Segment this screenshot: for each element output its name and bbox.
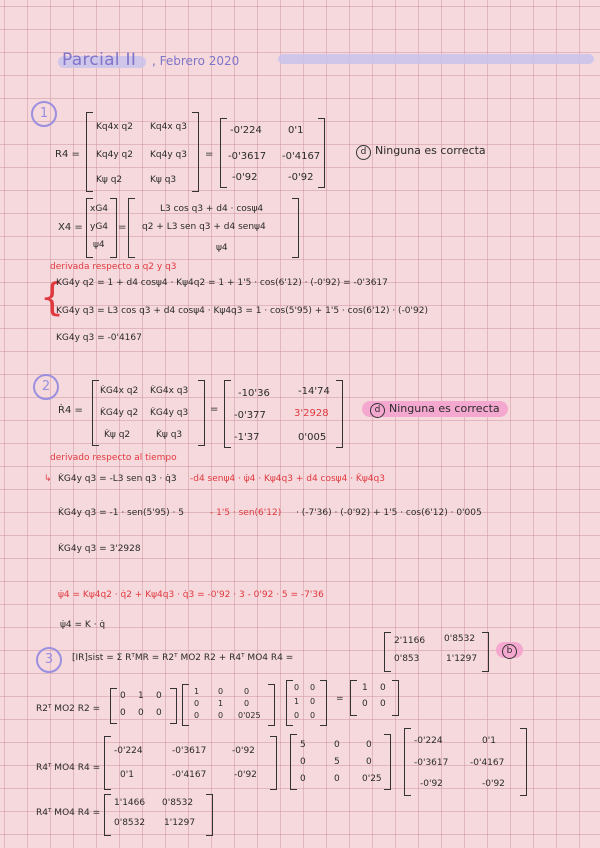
q1-jac-val-cell: -0'3617 (228, 151, 267, 162)
q1-line-2: KG4y q3 = L3 cos q3 + d4 cosψ4 · Kψ4q3 = 1 · cos(5'95) + 1'5 · cos(6'12) · (-0'92) (56, 306, 428, 316)
page-subtitle: , Febrero 2020 (152, 54, 240, 68)
q3-r2res-cell: 0 (380, 683, 386, 693)
q3-r4c-cell: 0'1 (482, 736, 496, 746)
q2-jac-sym-cell: K̇G4x q2 (100, 386, 139, 396)
q2-r4-label: Ṙ4 = (58, 405, 83, 416)
q2-jac-val-cell: -0'377 (234, 410, 266, 421)
q3-r4b-cell: 0'25 (362, 774, 382, 784)
q3-r4a-cell: 0'1 (120, 770, 134, 780)
q2-jac-bracket-right (198, 380, 205, 446)
q1-line-1: KG4y q2 = 1 + d4 cosψ4 · Kψ4q2 = 1 + 1'5 · cos(6'12) · (-0'92) = -0'3617 (56, 278, 388, 288)
q1-x4-bracket-right (110, 198, 117, 258)
q2-val-bracket-right (336, 380, 343, 448)
q1-jac-val-cell: -0'4167 (282, 151, 321, 162)
q3-r4a-cell: -0'4167 (172, 770, 207, 780)
q3-r4b-bracket-right (384, 734, 391, 790)
q1-x4-rhs-bracket-right (292, 198, 299, 258)
q1-jac-sym-cell: Kq4y q2 (96, 150, 133, 160)
q3-r2res-cell: 0 (362, 699, 368, 709)
q1-x4-cell: ψ4 (93, 240, 105, 250)
q3-r2c-cell: 0 (294, 683, 300, 692)
q2-jac-sym-cell: K̇ψ q3 (156, 430, 183, 440)
question-1-number: 1 (31, 101, 57, 127)
q3-result-cell: 0'8532 (444, 634, 476, 644)
q1-x4-cell: yG4 (90, 222, 109, 232)
q1-jac-sym-cell: Kψ q2 (96, 175, 123, 185)
q2-jac-sym-cell: K̇ψ q2 (104, 430, 131, 440)
q1-x4-equals: = (118, 222, 127, 233)
q3-r4a-bracket-right (270, 736, 277, 790)
q3-final-cell: 1'1297 (164, 818, 196, 828)
q3-r2c-cell: 0 (294, 711, 300, 720)
q3-r2c-cell: 0 (310, 683, 316, 692)
question-2-number: 2 (33, 374, 59, 400)
q2-line-5: ψ̇4 = K · q̇ (60, 620, 106, 630)
q1-jac-bracket-right (192, 112, 199, 192)
q1-note: derivada respecto a q2 y q3 (50, 262, 177, 272)
q3-result-cell: 0'853 (394, 654, 420, 664)
q1-r4-label: R4 = (55, 149, 80, 160)
q1-x4-rhs: ψ4 (216, 243, 228, 253)
q1-jac-bracket-left (86, 112, 93, 192)
q2-note: derivado respecto al tiempo (50, 453, 177, 463)
q3-r4b-cell: 0 (334, 740, 340, 750)
q3-r2-equals: = (336, 694, 344, 704)
q3-r4b-cell: 0 (366, 757, 372, 767)
q3-r4b-cell: 0 (334, 774, 340, 784)
q3-r4a-bracket-left (104, 736, 111, 790)
q3-r2c-bracket-left (286, 680, 293, 726)
q2-equals: = (210, 404, 219, 415)
q3-result-cell: 2'1166 (394, 636, 426, 646)
q1-jac-sym-cell: Kq4x q3 (150, 122, 187, 132)
q3-r2b-cell: 0 (218, 687, 224, 696)
q1-jac-val-cell: -0'92 (232, 172, 258, 183)
q3-final-cell: 1'1466 (114, 798, 146, 808)
q3-r2b-bracket-left (182, 684, 189, 726)
q1-jac-sym-cell: Kψ q3 (150, 175, 177, 185)
q3-r2a-bracket-left (110, 688, 117, 724)
q3-r4a-cell: -0'3617 (172, 746, 207, 756)
q2-jac-val-cell: 0'005 (298, 432, 327, 443)
q3-r4c-bracket-right (520, 728, 527, 796)
q3-result-bracket-right (482, 632, 489, 672)
q3-final-bracket-right (206, 794, 213, 836)
q2-jac-val-cell: -10'36 (238, 388, 270, 399)
q2-jac-val-cell: -14'74 (298, 386, 330, 397)
q2-line-2b: - 1'5 · sen(6'12) (210, 508, 282, 518)
q3-r2a-cell: 0 (156, 691, 162, 701)
q2-jac-sym-cell: K̇G4x q3 (150, 386, 189, 396)
q3-r4a-cell: -0'224 (114, 746, 143, 756)
q3-r4b-cell: 0 (300, 774, 306, 784)
q3-r2-label: R2ᵀ MO2 R2 = (36, 704, 101, 714)
q3-r2res-cell: 1 (362, 683, 368, 693)
q3-r2b-cell: 0'025 (238, 711, 261, 720)
q3-result-cell: 1'1297 (446, 654, 478, 664)
q2-line-4: ψ̇4 = Kψ4q2 · q̇2 + Kψ4q3 · q̇3 = -0'92 · 3 - 0'92 · 5 = -7'36 (58, 590, 324, 600)
q3-r2c-cell: 0 (310, 697, 316, 706)
q2-jac-val-cell-highlighted: 3'2928 (294, 408, 329, 419)
q3-r4a-cell: -0'92 (232, 746, 255, 756)
q3-r2b-cell: 0 (194, 699, 200, 708)
q1-line-3: KG4y q3 = -0'4167 (56, 333, 142, 343)
q3-answer (496, 642, 523, 658)
q1-answer (356, 144, 486, 160)
q3-r2a-bracket-right (170, 688, 177, 724)
q1-jac-val-cell: 0'1 (288, 125, 304, 136)
q3-r4-label: R4ᵀ MO4 R4 = (36, 763, 101, 773)
q2-line-1b: -d4 senψ4 · ψ̇4 · Kψ4q3 + d4 cosψ4 · K̇ψ4q3 (190, 474, 385, 484)
q3-final-cell: 0'8532 (114, 818, 146, 828)
q2-answer (362, 401, 508, 417)
question-3-number: 3 (36, 647, 62, 673)
q1-x4-label: X4 = (58, 222, 83, 233)
page-title: Parcial II (62, 50, 137, 70)
q3-final-label: R4ᵀ MO4 R4 = (36, 808, 101, 818)
q1-x4-rhs-bracket-left (128, 198, 135, 258)
q3-r4c-cell: -0'92 (482, 779, 505, 789)
q1-jac-sym-cell: Kq4x q2 (96, 122, 133, 132)
q3-r2c-bracket-right (320, 680, 327, 726)
q1-x4-rhs: q2 + L3 sen q3 + d4 senψ4 (142, 222, 266, 232)
q3-r2a-cell: 0 (120, 708, 126, 718)
q2-arrow: ↳ (44, 474, 52, 484)
q3-r2res-cell: 0 (380, 699, 386, 709)
q3-final-bracket-left (104, 794, 111, 836)
q3-r2c-cell: 1 (294, 697, 300, 706)
q1-jac-val-cell: -0'92 (288, 172, 314, 183)
q3-r4c-cell: -0'224 (414, 736, 443, 746)
q2-jac-bracket-left (92, 380, 99, 446)
q3-main-eq: [IR]sist = Σ RᵀMR = R2ᵀ MO2 R2 + R4ᵀ MO4 R4 = (72, 653, 294, 663)
q3-r2a-cell: 1 (138, 691, 144, 701)
q3-r4c-cell: -0'4167 (470, 758, 505, 768)
q3-r4a-cell: -0'92 (234, 770, 257, 780)
q3-r2a-cell: 0 (138, 708, 144, 718)
subtitle-highlight (278, 54, 594, 64)
q3-r4b-cell: 5 (300, 740, 306, 750)
q3-r2b-cell: 0 (218, 711, 224, 720)
q3-r2b-cell: 1 (194, 687, 200, 696)
q3-r4c-bracket-left (404, 728, 411, 796)
q3-r2b-cell: 0 (194, 711, 200, 720)
q3-r4b-cell: 5 (334, 757, 340, 767)
q3-r4c-cell: -0'3617 (414, 758, 449, 768)
q1-answer-text: Ninguna es correcta (375, 144, 486, 157)
q3-final-cell: 0'8532 (162, 798, 194, 808)
q1-jac-val-cell: -0'224 (230, 125, 262, 136)
q1-val-bracket-left (220, 118, 227, 188)
q3-r4b-cell: 0 (366, 740, 372, 750)
q2-line-3: K̇G4y q3 = 3'2928 (58, 544, 141, 554)
q3-r4c-cell: -0'92 (420, 779, 443, 789)
q1-jac-sym-cell: Kq4y q3 (150, 150, 187, 160)
q3-result-bracket-left (384, 632, 391, 672)
q3-r2c-cell: 0 (310, 711, 316, 720)
q2-val-bracket-left (224, 380, 231, 448)
q1-x4-cell: xG4 (90, 204, 109, 214)
q3-r2b-cell: 1 (218, 699, 224, 708)
q2-jac-sym-cell: K̇G4y q3 (150, 408, 189, 418)
q3-r2res-bracket-right (392, 680, 399, 716)
q3-r4b-cell: 0 (300, 757, 306, 767)
q2-line-2a: K̇G4y q3 = -1 · sen(5'95) · 5 (58, 508, 184, 518)
q2-answer-letter: d (370, 403, 385, 418)
q2-answer-text: Ninguna es correcta (389, 402, 500, 415)
q2-line-1a: K̇G4y q3 = -L3 sen q3 · q̇3 (58, 474, 177, 484)
q1-brace: { (40, 275, 65, 319)
q1-x4-rhs: L3 cos q3 + d4 · cosψ4 (160, 204, 264, 214)
q3-r2a-cell: 0 (156, 708, 162, 718)
q1-equals: = (205, 149, 214, 160)
q3-r2res-bracket-left (350, 680, 357, 716)
q3-r2a-cell: 0 (120, 691, 126, 701)
q3-answer-letter: b (502, 644, 517, 659)
q2-line-2c: · (-7'36) · (-0'92) + 1'5 · cos(6'12) · 0'005 (296, 508, 482, 518)
q3-r2b-bracket-right (268, 684, 275, 726)
q1-answer-letter: d (356, 145, 371, 160)
q3-r2b-cell: 0 (244, 687, 250, 696)
q2-jac-sym-cell: K̇G4y q2 (100, 408, 139, 418)
q3-r4b-bracket-left (290, 734, 297, 790)
q3-r2b-cell: 0 (244, 699, 250, 708)
q2-jac-val-cell: -1'37 (234, 432, 260, 443)
